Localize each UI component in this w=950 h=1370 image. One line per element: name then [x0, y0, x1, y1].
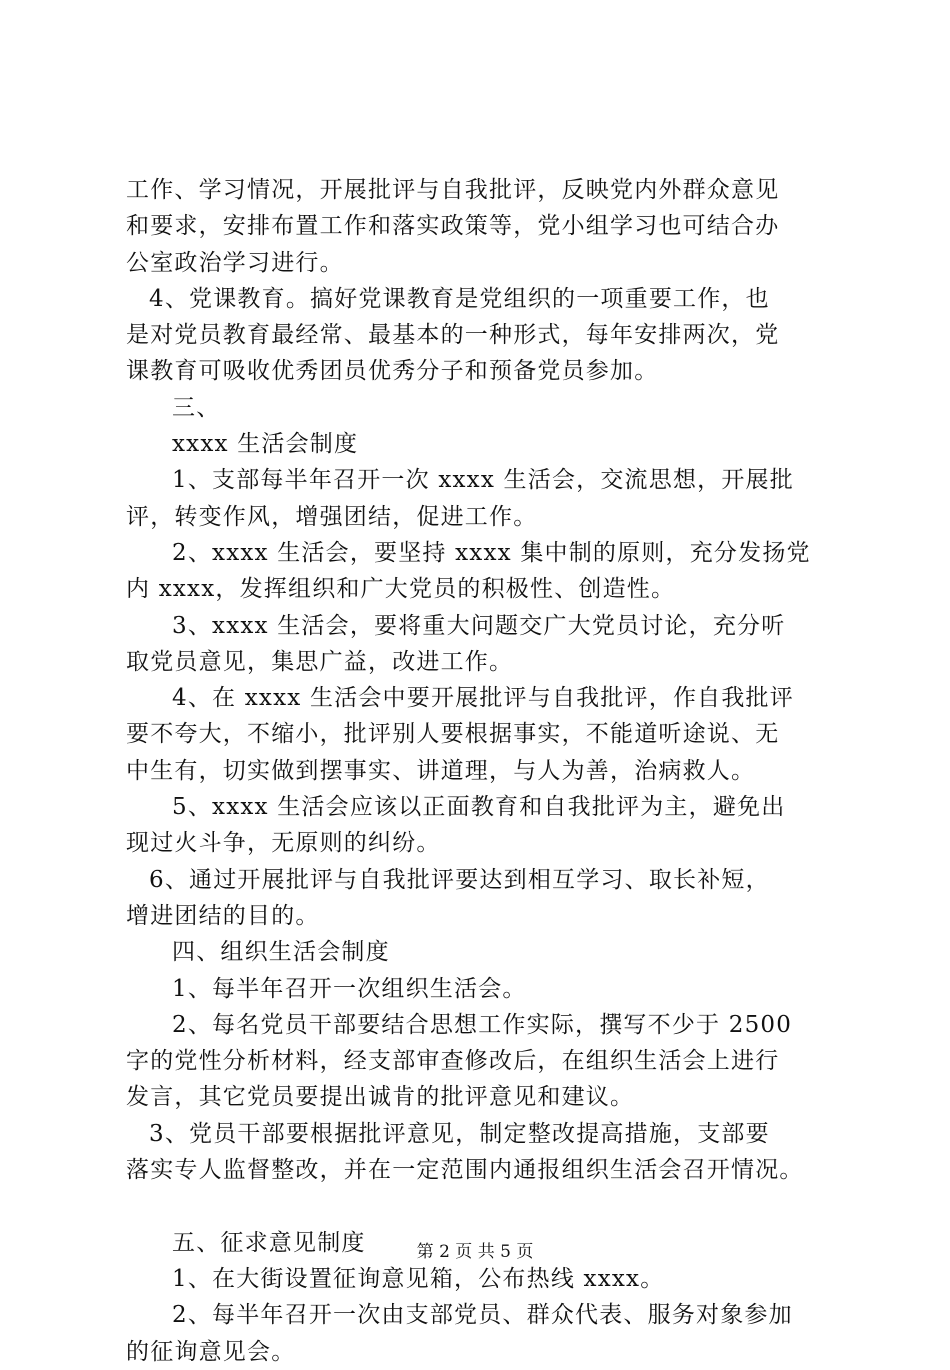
text-line: 中生有，切实做到摆事实、讲道理，与人为善，治病救人。	[126, 757, 756, 784]
text-line: 2、每名党员干部要结合思想工作实际，撰写不少于 2500	[172, 1011, 793, 1038]
text-line: 增进团结的目的。	[126, 902, 320, 929]
text-line: 1、支部每半年召开一次 xxxx 生活会，交流思想，开展批	[172, 467, 794, 494]
text-line: 4、党课教育。搞好党课教育是党组织的一项重要工作，也	[149, 285, 770, 312]
text-line: 三、	[172, 394, 221, 421]
text-line: 要不夸大，不缩小，批评别人要根据事实，不能道听途说、无	[126, 721, 780, 748]
text-line: 取党员意见，集思广益，改进工作。	[126, 648, 514, 675]
text-line: 四、组织生活会制度	[172, 939, 390, 966]
text-line: 公室政治学习进行。	[126, 249, 344, 276]
text-line: 课教育可吸收优秀团员优秀分子和预备党员参加。	[126, 358, 659, 385]
text-line: 3、党员干部要根据批评意见，制定整改提高措施，支部要	[149, 1120, 770, 1147]
text-line: 1、在大街设置征询意见箱，公布热线 xxxx。	[172, 1265, 665, 1292]
text-line: xxxx 生活会制度	[172, 431, 359, 458]
text-line: 4、在 xxxx 生活会中要开展批评与自我批评，作自我批评	[172, 685, 794, 712]
text-line: 2、每半年召开一次由支部党员、群众代表、服务对象参加	[172, 1302, 793, 1329]
text-line: 2、xxxx 生活会，要坚持 xxxx 集中制的原则，充分发扬党	[172, 539, 811, 566]
page-footer: 第 2 页 共 5 页	[416, 1242, 534, 1262]
text-line: 发言，其它党员要提出诚肯的批评意见和建议。	[126, 1084, 635, 1111]
text-line: 落实专人监督整改，并在一定范围内通报组织生活会召开情况。	[126, 1157, 804, 1184]
text-line: 现过火斗争，无原则的纠纷。	[126, 830, 441, 857]
text-line: 3、xxxx 生活会，要将重大问题交广大党员讨论，充分听	[172, 612, 786, 639]
text-line: 工作、学习情况，开展批评与自我批评，反映党内外群众意见	[126, 177, 780, 203]
text-line: 是对党员教育最经常、最基本的一种形式，每年安排两次，党	[126, 322, 780, 349]
document-body	[126, 172, 846, 1370]
text-line: 字的党性分析材料，经支部审查修改后，在组织生活会上进行	[126, 1048, 780, 1075]
blank-line	[126, 1188, 846, 1224]
text-line: 6、通过开展批评与自我批评要达到相互学习、取长补短，	[149, 866, 770, 893]
text-line: 和要求，安排布置工作和落实政策等，党小组学习也可结合办	[126, 213, 780, 240]
text-line: 五、征求意见制度	[172, 1229, 366, 1256]
text-line: 5、xxxx 生活会应该以正面教育和自我批评为主，避免出	[172, 794, 786, 821]
text-line: 的征询意见会。	[126, 1338, 296, 1365]
text-line: 评，转变作风，增强团结，促进工作。	[126, 503, 538, 530]
text-line: 1、每半年召开一次组织生活会。	[172, 975, 527, 1002]
text-line: 内 xxxx，发挥组织和广大党员的积极性、创造性。	[126, 576, 676, 603]
